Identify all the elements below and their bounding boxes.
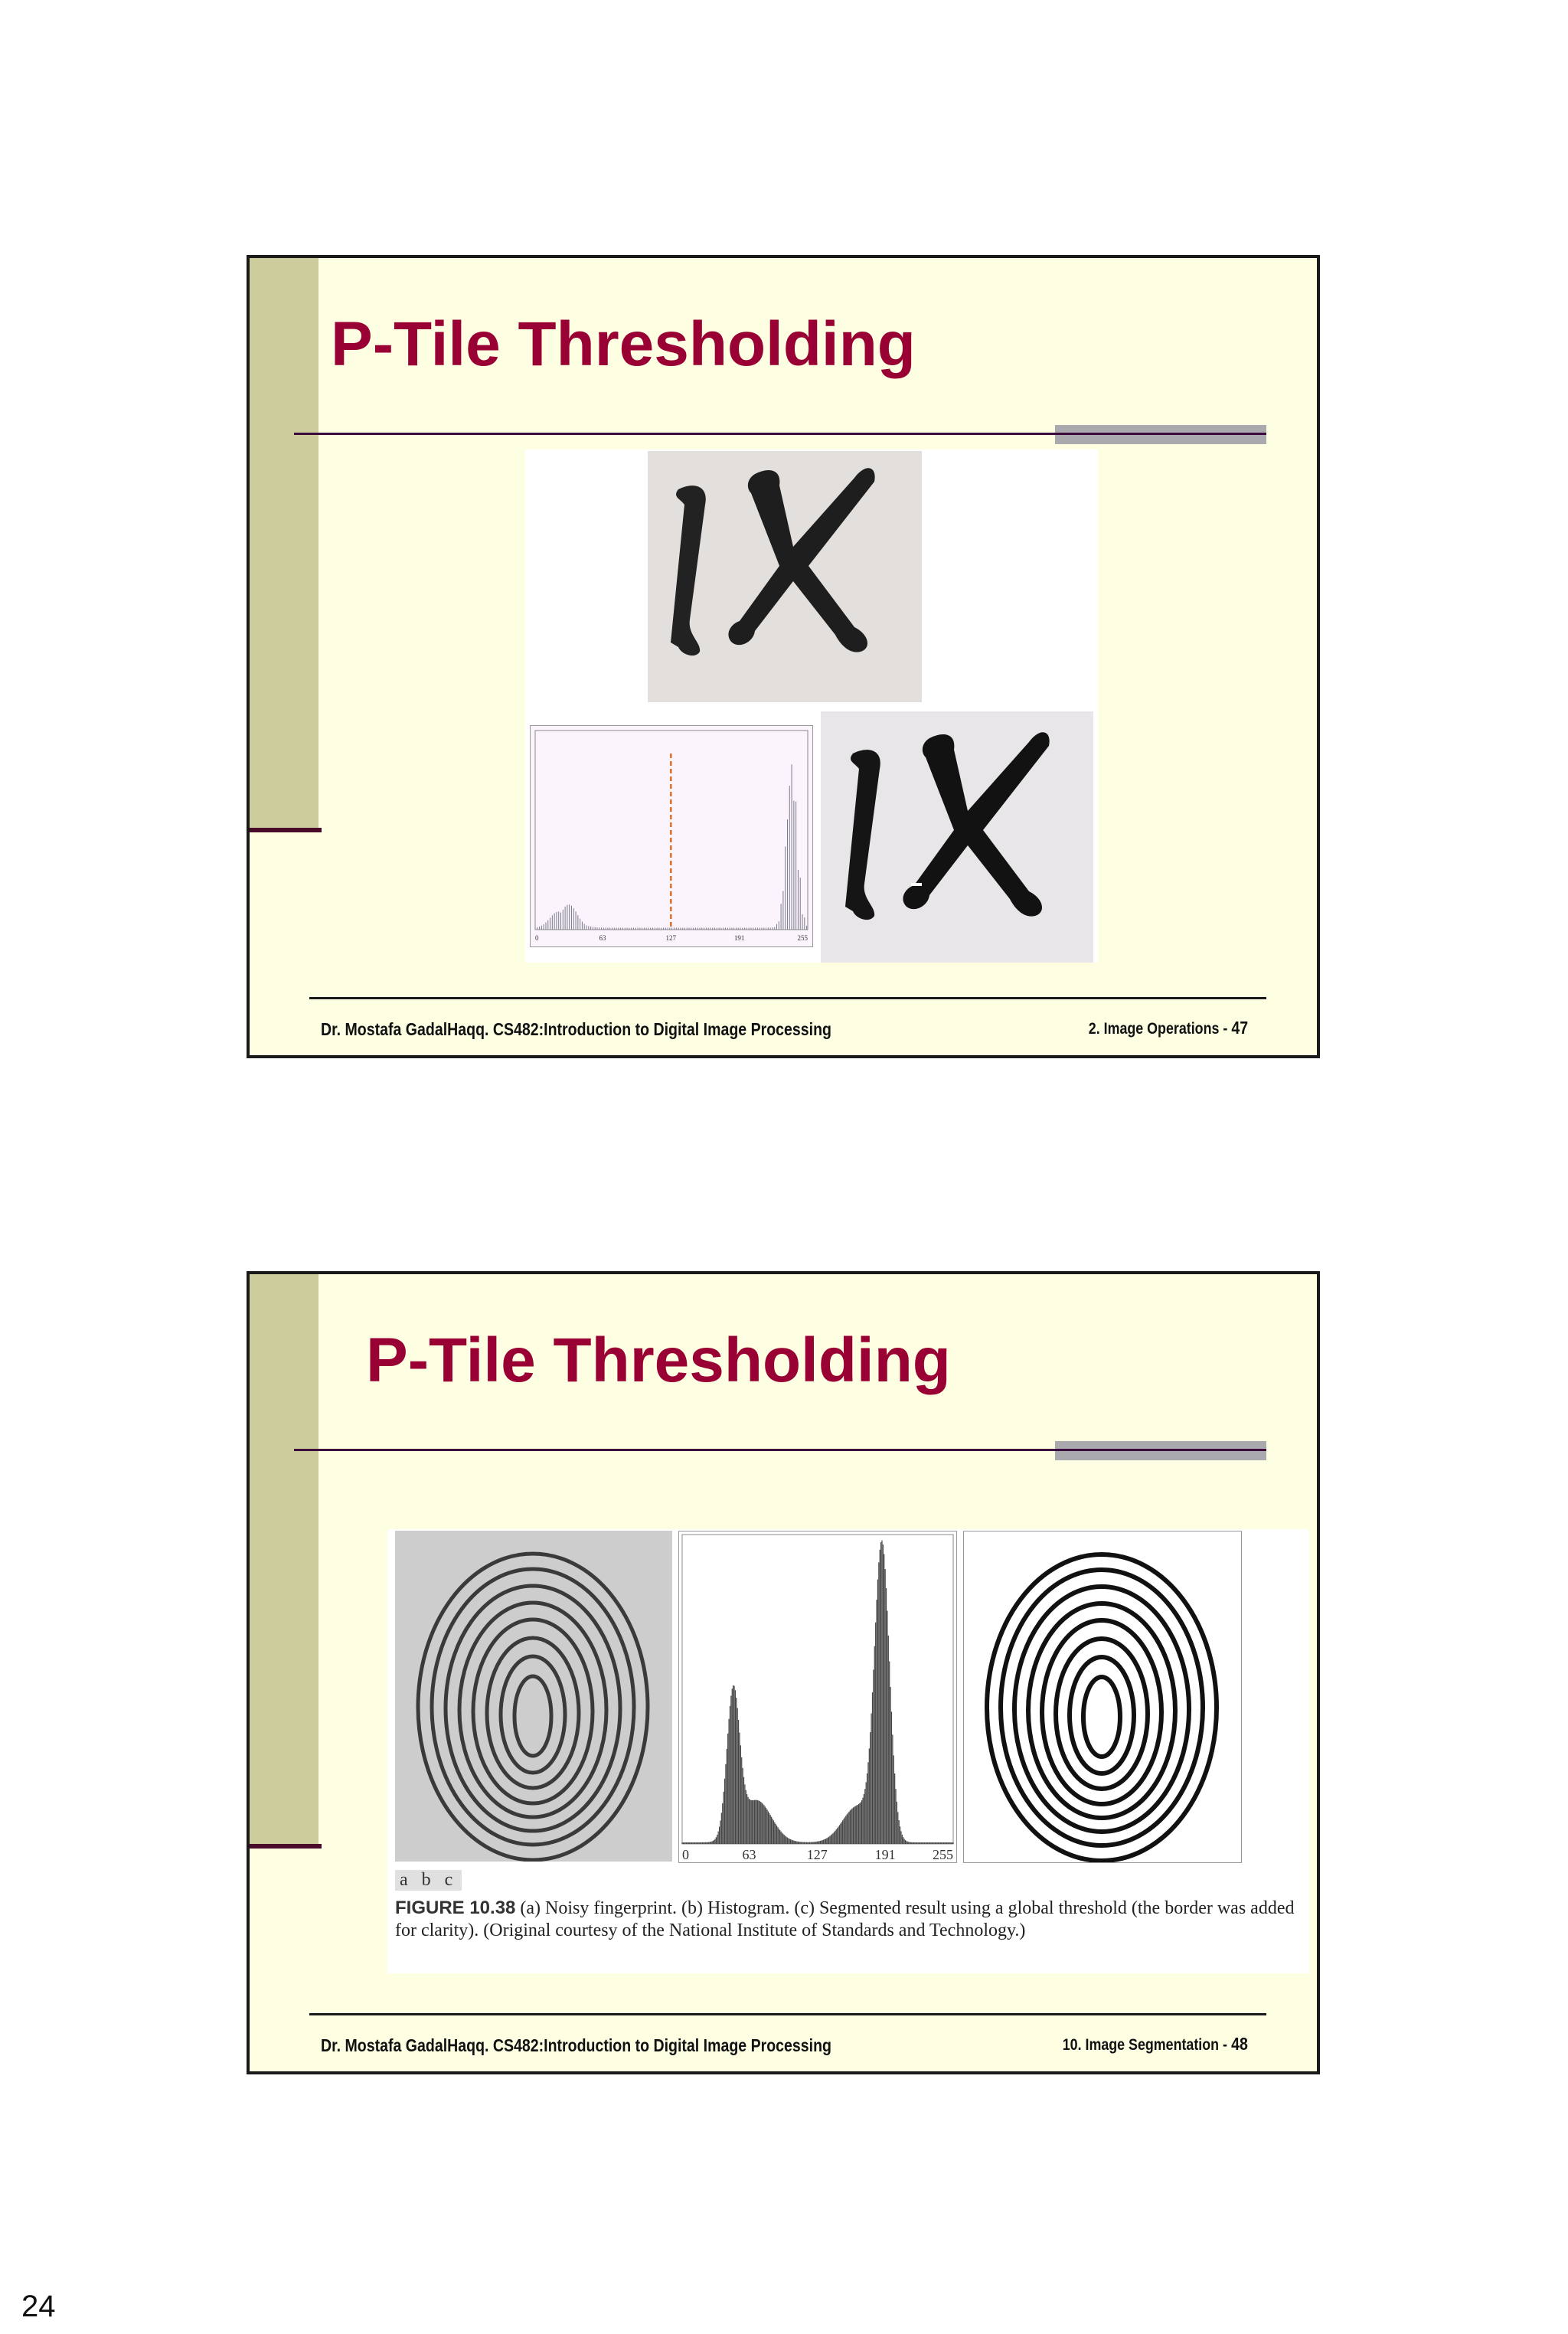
footer-section-label: 10. Image Segmentation - [1062,2036,1228,2054]
page-number: 24 [21,2290,56,2323]
fingerprint-histogram [678,1531,957,1863]
histogram-tick-label: 191 [733,934,745,942]
figure-number: FIGURE 10.38 [395,1898,516,1918]
histogram-tick-label: 0 [535,934,539,942]
thresholded-objects-image [821,711,1093,963]
slide-number: 48 [1231,2034,1248,2054]
slide-48 [247,1271,1320,2074]
figure-caption [395,1897,1306,1942]
histogram-tick-label: 255 [797,934,808,942]
slide-47 [247,255,1320,1058]
histogram-frame [682,1535,953,1844]
histogram-chart [530,725,813,947]
histogram-tick-label: 127 [806,1847,828,1862]
footer-rule [309,2013,1266,2015]
footer-section-label: 2. Image Operations - [1088,1020,1228,1038]
panel-letters: a b c [395,1870,462,1891]
slide-title: P-Tile Thresholding [331,309,916,379]
slide-number: 47 [1231,1018,1248,1038]
segmented-fingerprint-image [963,1531,1242,1863]
slide-title: P-Tile Thresholding [366,1326,951,1395]
figure-objects-histogram [525,449,1098,963]
footer-author-course: Dr. Mostafa GadalHaqq. CS482:Introduction to Digital Image Processing [321,1019,831,1039]
footer-section [1089,1018,1248,1038]
histogram-tick-label: 127 [665,934,677,942]
figure-caption-text: (a) Noisy fingerprint. (b) Histogram. (c) Segmented result using a global threshold (the border was added for clarity). (Original courtesy of the National Institute of Standards and Technology.) [395,1898,1295,1940]
title-rule-accent [1055,425,1266,444]
histogram-tick-label: 255 [933,1847,953,1862]
footer-author-course: Dr. Mostafa GadalHaqq. CS482:Introduction to Digital Image Processing [321,2035,831,2055]
histogram-tick-label: 191 [874,1847,896,1862]
noisy-fingerprint-image [395,1531,672,1862]
side-bar-decoration [250,258,318,829]
side-bar-underline [250,1844,322,1849]
title-rule-accent [1055,1441,1266,1460]
side-bar-decoration [250,1274,318,1845]
footer-rule [309,997,1266,999]
side-bar-underline [250,828,322,832]
footer-section [1063,2034,1248,2055]
histogram-tick-label: 63 [742,1847,756,1862]
figure-fingerprint [387,1529,1309,1973]
histogram-tick-label: 63 [599,934,606,942]
histogram-tick-label: 0 [682,1847,689,1862]
original-objects-image [648,451,922,702]
